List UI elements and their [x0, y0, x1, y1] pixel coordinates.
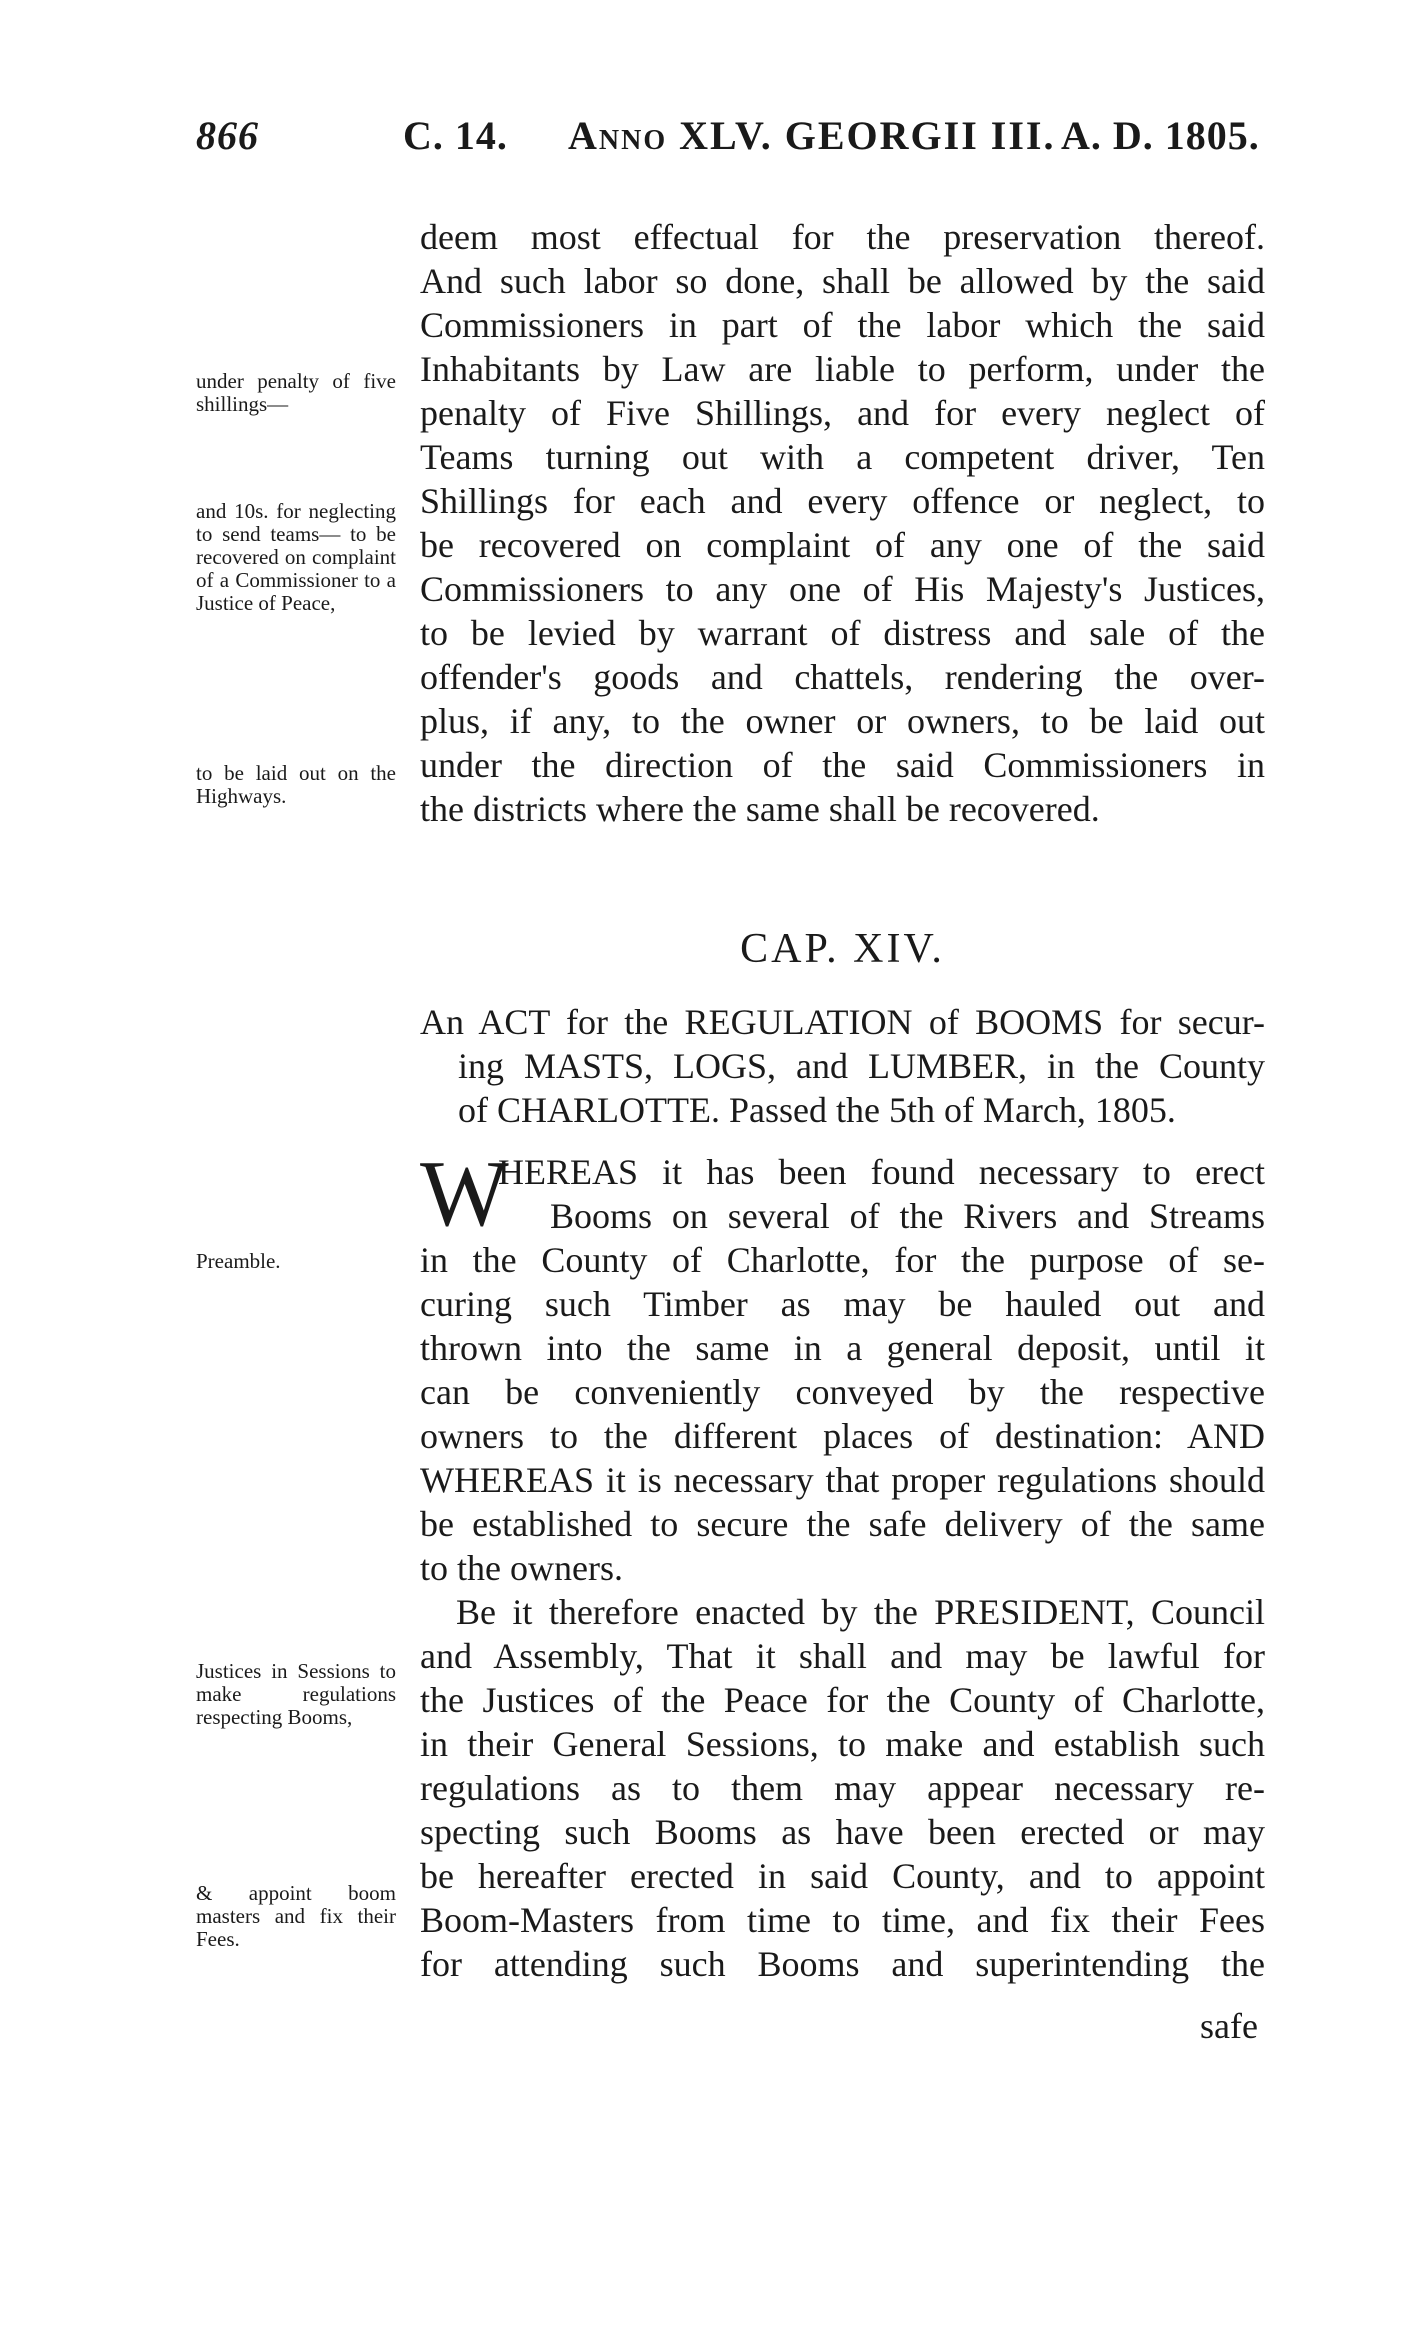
margin-note-boom-masters: & appoint boom masters and fix their Fees.	[196, 1881, 396, 1951]
margin-note-justices: Justices in Sessions to make regulations respecting Booms,	[196, 1659, 396, 1729]
text-line: Inhabitants by Law are liable to perform, under the	[420, 349, 1265, 389]
text-line: owners to the different places of destination: AND	[420, 1416, 1265, 1456]
text-line: Be it therefore enacted by the PRESIDENT, Council	[456, 1592, 1265, 1632]
text-line: HEREAS it has been found necessary to erect	[498, 1152, 1265, 1192]
text-line: the Justices of the Peace for the County of Charlotte,	[420, 1680, 1265, 1720]
text-line: specting such Booms as have been erected or may	[420, 1812, 1265, 1852]
text-line: to the owners.	[420, 1548, 623, 1588]
text-line: regulations as to them may appear necessary re-	[420, 1768, 1265, 1808]
text-line: thrown into the same in a general deposit, until it	[420, 1328, 1265, 1368]
header-date: A. D. 1805.	[1061, 113, 1260, 158]
text-line: can be conveniently conveyed by the respective	[420, 1372, 1265, 1412]
act-title-line: ing MASTS, LOGS, and LUMBER, in the County	[458, 1046, 1265, 1086]
text-line: penalty of Five Shillings, and for every neglect of	[420, 393, 1265, 433]
text-line: the districts where the same shall be recovered.	[420, 789, 1100, 829]
text-line: Teams turning out with a competent driver, Ten	[420, 437, 1265, 477]
margin-note-highways: to be laid out on the Highways.	[196, 761, 396, 808]
chapter-heading: CAP. XIV.	[740, 926, 945, 972]
text-line: under the direction of the said Commissioners in	[420, 745, 1265, 785]
text-line: WHEREAS it is necessary that proper regulations should	[420, 1460, 1265, 1500]
running-header	[196, 112, 1266, 172]
act-title	[420, 1000, 1265, 1132]
text-line: Shillings for each and every offence or neglect, to	[420, 481, 1265, 521]
text-line: plus, if any, to the owner or owners, to be laid out	[420, 701, 1265, 741]
text-line: Commissioners in part of the labor which the said	[420, 305, 1265, 345]
text-line: offender's goods and chattels, rendering the over-	[420, 657, 1265, 697]
margin-note-teams: and 10s. for neglecting to send teams— to be recovered on complaint of a Commissioner to a Justice of Peace,	[196, 499, 396, 615]
preamble-text	[420, 1142, 1265, 1590]
continued-text-block	[420, 215, 1265, 831]
text-line: Boom-Masters from time to time, and fix their Fees	[420, 1900, 1265, 1940]
text-line: be established to secure the safe delivery of the same	[420, 1504, 1265, 1544]
act-title-line: of CHARLOTTE. Passed the 5th of March, 1805.	[458, 1090, 1176, 1130]
act-title-line: An ACT for the REGULATION of BOOMS for secur-	[420, 1002, 1265, 1042]
text-line: to be levied by warrant of distress and sale of the	[420, 613, 1265, 653]
drop-cap: W	[420, 1142, 509, 1246]
text-line: in the County of Charlotte, for the purpose of se-	[420, 1240, 1265, 1280]
text-line: for attending such Booms and superintending the	[420, 1944, 1265, 1984]
text-line: deem most effectual for the preservation thereof.	[420, 217, 1265, 257]
margin-note-penalty: under penalty of five shillings—	[196, 369, 396, 416]
page-number: 866	[196, 113, 259, 158]
preamble-paragraph	[420, 1142, 1265, 1590]
chapter-ref: C. 14.	[403, 113, 508, 158]
text-line: curing such Timber as may be hauled out and	[420, 1284, 1265, 1324]
text-line: Commissioners to any one of His Majesty's Justices,	[420, 569, 1265, 609]
margin-note-preamble: Preamble.	[196, 1249, 281, 1273]
regnal-year-title: Anno XLV. GEORGII III.	[568, 113, 1056, 158]
text-line: in their General Sessions, to make and establish such	[420, 1724, 1265, 1764]
text-line: be hereafter erected in said County, and to appoint	[420, 1856, 1265, 1896]
text-line: Booms on several of the Rivers and Streams	[550, 1196, 1265, 1236]
text-line: be recovered on complaint of any one of the said	[420, 525, 1265, 565]
enacting-paragraph	[420, 1590, 1265, 1986]
text-line: And such labor so done, shall be allowed by the said	[420, 261, 1265, 301]
catchword: safe	[1200, 2006, 1258, 2046]
text-line: and Assembly, That it shall and may be lawful for	[420, 1636, 1265, 1676]
